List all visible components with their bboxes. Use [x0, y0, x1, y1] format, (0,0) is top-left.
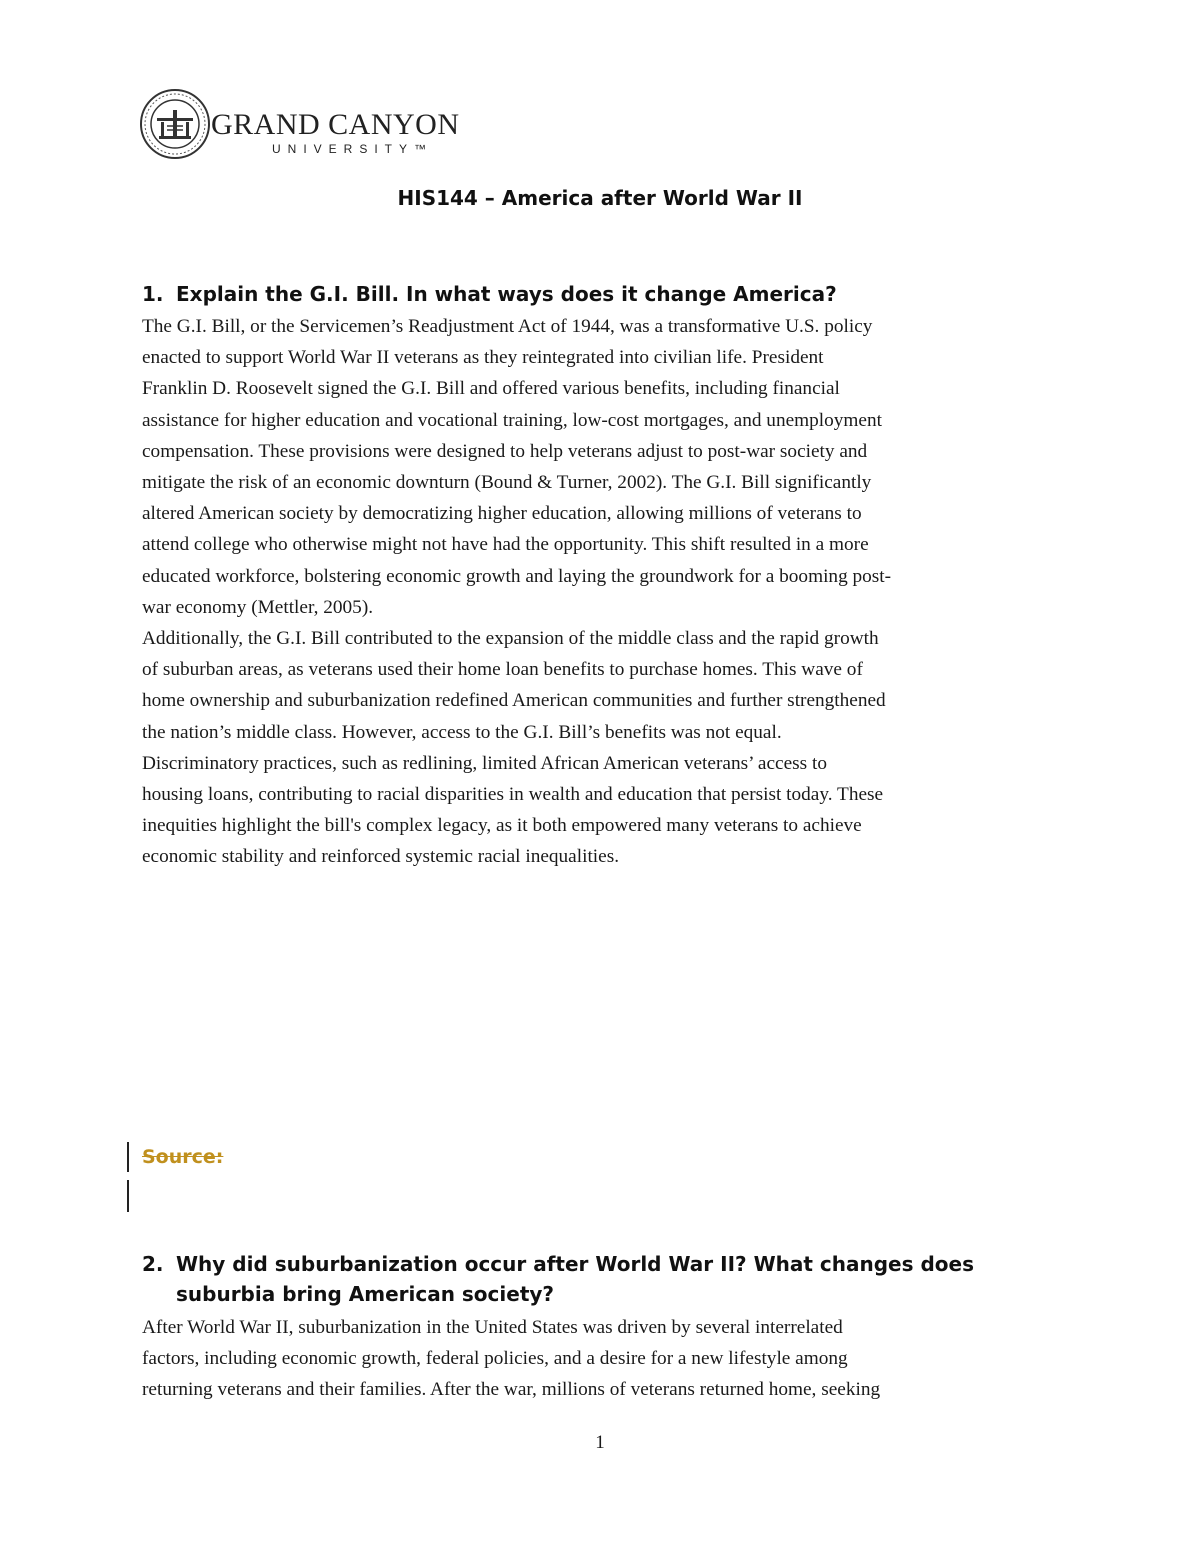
answer-line: Franklin D. Roosevelt signed the G.I. Bill and offered various benefits, including financial [142, 378, 840, 400]
answer-line: educated workforce, bolstering economic growth and laying the groundwork for a booming post- [142, 565, 892, 587]
answer-line: attend college who otherwise might not have had the opportunity. This shift resulted in a more [142, 534, 869, 556]
change-bar [127, 1142, 129, 1172]
answer-line: enacted to support World War II veterans as they reintegrated into civilian life. President [142, 347, 824, 369]
question-2-text: Why did suburbanization occur after World War II? What changes does suburbia bring American society? [176, 1252, 974, 1306]
question-1-answer [142, 311, 1052, 873]
answer-line: housing loans, contributing to racial disparities in wealth and education that persist today. These [142, 784, 884, 806]
page-number: 1 [595, 1432, 605, 1453]
change-bar [127, 1180, 129, 1212]
answer-line: The G.I. Bill, or the Servicemen’s Readjustment Act of 1944, was a transformative U.S. policy [142, 316, 873, 337]
answer-line: inequities highlight the bill's complex legacy, as it both empowered many veterans to achieve [142, 815, 862, 837]
university-logo [139, 88, 459, 160]
question-1-number: 1. [142, 282, 164, 306]
answer-line: the nation’s middle class. However, access to the G.I. Bill’s benefits was not equal. [142, 721, 782, 743]
answer-line: factors, including economic growth, federal policies, and a desire for a new lifestyle among [142, 1348, 848, 1370]
answer-line: returning veterans and their families. After the war, millions of veterans returned home, seeking [142, 1379, 881, 1401]
answer-line: economic stability and reinforced systemic racial inequalities. [142, 846, 620, 868]
question-2-heading [142, 1249, 1042, 1309]
logo-subtitle: UNIVERSITY™ [272, 142, 434, 156]
answer-line: After World War II, suburbanization in the United States was driven by several interrelated [142, 1317, 843, 1338]
answer-line: home ownership and suburbanization redefined American communities and further strengthened [142, 690, 886, 712]
university-seal-icon [139, 88, 211, 160]
answer-line: Additionally, the G.I. Bill contributed to the expansion of the middle class and the rapid growth [142, 628, 879, 650]
answer-line: of suburban areas, as veterans used their home loan benefits to purchase homes. This wave of [142, 659, 863, 681]
logo-name: GRAND CANYON [211, 108, 460, 141]
answer-line: war economy (Mettler, 2005). [142, 596, 374, 618]
answer-line: Discriminatory practices, such as redlining, limited African American veterans’ access to [142, 752, 827, 774]
question-1-heading [142, 279, 1042, 309]
answer-line: compensation. These provisions were designed to help veterans adjust to post-war society and [142, 440, 868, 462]
document-title: HIS144 – America after World War II [397, 186, 803, 210]
question-2-number: 2. [142, 1252, 164, 1276]
answer-line: assistance for higher education and vocational training, low-cost mortgages, and unemployment [142, 409, 882, 431]
question-2-answer [142, 1312, 1052, 1406]
question-1-text: Explain the G.I. Bill. In what ways does it change America? [176, 282, 837, 306]
source-label: Source: [142, 1146, 224, 1168]
answer-line: altered American society by democratizing higher education, allowing millions of veterans to [142, 503, 862, 525]
answer-line: mitigate the risk of an economic downturn (Bound & Turner, 2002). The G.I. Bill significantly [142, 472, 872, 494]
